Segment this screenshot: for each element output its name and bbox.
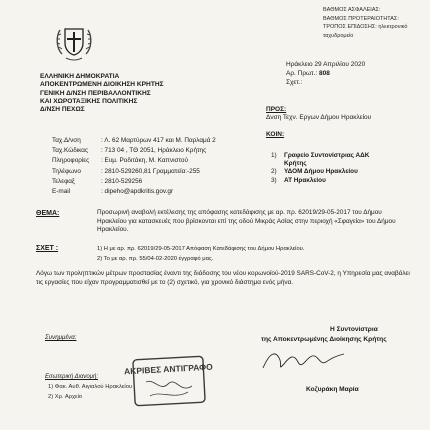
references-list xyxy=(97,245,304,264)
list-number: 1) xyxy=(271,152,277,159)
contact-row xyxy=(52,177,216,187)
protocol-number xyxy=(286,69,365,78)
priority-level: ΒΑΘΜΟΣ ΠΡΟΤΕΡΑΙΟΤΗΤΑΣ: xyxy=(323,15,399,22)
enclosures-label: Συνημμένα: xyxy=(45,334,77,341)
cc-label: ΚΟΙΝ: xyxy=(266,131,285,138)
subject-label: ΘΕΜΑ: xyxy=(36,210,60,217)
contact-label: Πληροφορίες xyxy=(52,157,90,165)
list-number: 3) xyxy=(271,176,277,184)
contact-label: E-mail xyxy=(52,188,71,196)
contact-row xyxy=(52,167,216,177)
cc-list xyxy=(271,152,369,185)
email-link[interactable]: : dipeho@apdkritis.gov.gr xyxy=(101,188,174,196)
references-label: Σχετ.: xyxy=(286,79,303,86)
delivery-method: ΤΡΟΠΟΣ ΕΠΙΔΟΣΗΣ: ηλεκτρονικό ταχυδρομείο xyxy=(323,24,408,39)
contact-label: Τηλέφωνο xyxy=(52,167,81,175)
date-block xyxy=(286,60,365,87)
list-item xyxy=(271,177,369,185)
document-date: Ηράκλειο 29 Απριλίου 2020 xyxy=(286,61,366,68)
contact-row xyxy=(52,187,216,197)
internal-distribution-list xyxy=(48,383,132,402)
recipient-value: Δνση Τεχν. Εργων Δήμου Ηρακλείου xyxy=(266,114,372,121)
contact-label: Ταχ.Δ/νση xyxy=(52,137,81,144)
contact-label: Ταχ.Κώδικας xyxy=(52,147,89,155)
list-text: Κρήτης xyxy=(284,160,307,168)
issuer-line-4: ΚΑΙ ΧΩΡΟΤΑΞΙΚΗΣ ΠΟΛΙΤΙΚΗΣ xyxy=(40,97,138,105)
security-meta xyxy=(323,6,430,40)
issuer-header xyxy=(40,73,164,114)
signatory-organization: της Αποκεντρωμένης Διοίκησης Κρήτης xyxy=(261,336,387,343)
list-item: 1) Φακ. Αυθ. Αιγιαλού Ηρακλείου xyxy=(48,384,133,390)
internal-distribution-label: Εσωτερική Διανομή: xyxy=(45,374,98,380)
recipient-label: ΠΡΟΣ: xyxy=(266,106,287,113)
contact-value: : 713 04 , ΤΘ 2051, Ηράκλειο Κρήτης xyxy=(101,147,207,155)
issuer-line-3: ΓΕΝΙΚΗ Δ/ΝΣΗ ΠΕΡΙΒΑΛΛΟΝΤΙΚΗΣ xyxy=(40,89,151,97)
list-text: ΑΤ Ηρακλείου xyxy=(284,176,326,184)
contact-value: : 2810-529260,81 Γραμματεία:-255 xyxy=(101,167,200,175)
reference-item: 2) Το με αρ. πρ. 55/04-02-2020 έγγραφό μας. xyxy=(97,255,214,262)
contact-value: : 2810-529256 xyxy=(101,177,143,185)
list-item: 2) Χρ. Αρχείο xyxy=(48,393,83,400)
greek-coat-of-arms-icon xyxy=(52,20,96,64)
contact-value: : Ευμ. Ροδιτάκη, Μ. Καπνιστού xyxy=(101,157,188,165)
issuer-line-5: Δ/ΝΣΗ ΠΕΧΩΣ xyxy=(40,106,85,114)
contact-row xyxy=(52,136,216,146)
protocol-value: 808 xyxy=(319,70,330,77)
issuer-line-1: ΕΛΛΗΝΙΚΗ ΔΗΜΟΚΡΑΤΙΑ xyxy=(40,73,120,80)
security-level: ΒΑΘΜΟΣ ΑΣΦΑΛΕΙΑΣ: xyxy=(323,7,381,13)
handwritten-signature xyxy=(258,346,348,376)
contact-row xyxy=(52,146,216,156)
list-text: Γραφείο Συντονίστριας ΑΔΚ xyxy=(284,152,370,159)
copy-stamp xyxy=(123,352,213,412)
stamp-text: ΑΚΡΙΒΕΣ ΑΝΤΙΓΡΑΦΟ xyxy=(123,361,213,377)
body-paragraph: Λόγω των προληπτικών μέτρων προστασίας έναντι της διάδοσης του νέου κορωνοϊού-2019 SARS-CoV-2, η Υπηρεσία μας αναβάλει τις εργασίες που είχαν προγραμματισθεί με το (2) σχετικό, για χρονικό διάστημα ενός μήνα. xyxy=(36,270,410,286)
list-text: ΥΔΟΜ Δήμου Ηρακλείου xyxy=(284,168,358,176)
references-heading: ΣΧΕΤ : xyxy=(36,245,59,252)
issuer-line-2: ΑΠΟΚΕΝΤΡΩΜΕΝΗ ΔΙΟΙΚΗΣΗ ΚΡΗΤΗΣ xyxy=(40,81,164,89)
list-number: 2) xyxy=(271,168,277,176)
signatory-title: Η Συντονίστρια xyxy=(330,326,378,333)
list-item xyxy=(271,168,369,176)
protocol-label: Αρ. Πρωτ.: xyxy=(286,70,318,77)
signatory-name: Κοζυράκη Μαρία xyxy=(306,386,359,393)
contact-label: Τελεφαξ xyxy=(52,177,75,185)
contact-row xyxy=(52,156,216,166)
contact-value: : Λ. 62 Μαρτύρων 417 και Μ. Παρλαμά 2 xyxy=(101,137,216,144)
list-item xyxy=(271,152,369,168)
recipient-block xyxy=(266,106,371,122)
subject-text: Προσωρινή αναβολή εκτέλεσης της απόφασης κατεδάφισης με αρ. πρ. 62019/29-05-2017 του Δήμου Ηρακλείου για κατασκευές που βρίσκονται επί της οδού Μικράς Ασίας στην περιοχή «Σφαγεία» του Δήμου Ηρακλείου. xyxy=(97,209,396,233)
reference-item: 1) Η με αρ. πρ. 62019/29-05-2017 Απόφαση Κατεδάφισης του Δήμου Ηρακλείου. xyxy=(97,246,305,252)
contact-block xyxy=(52,136,216,197)
